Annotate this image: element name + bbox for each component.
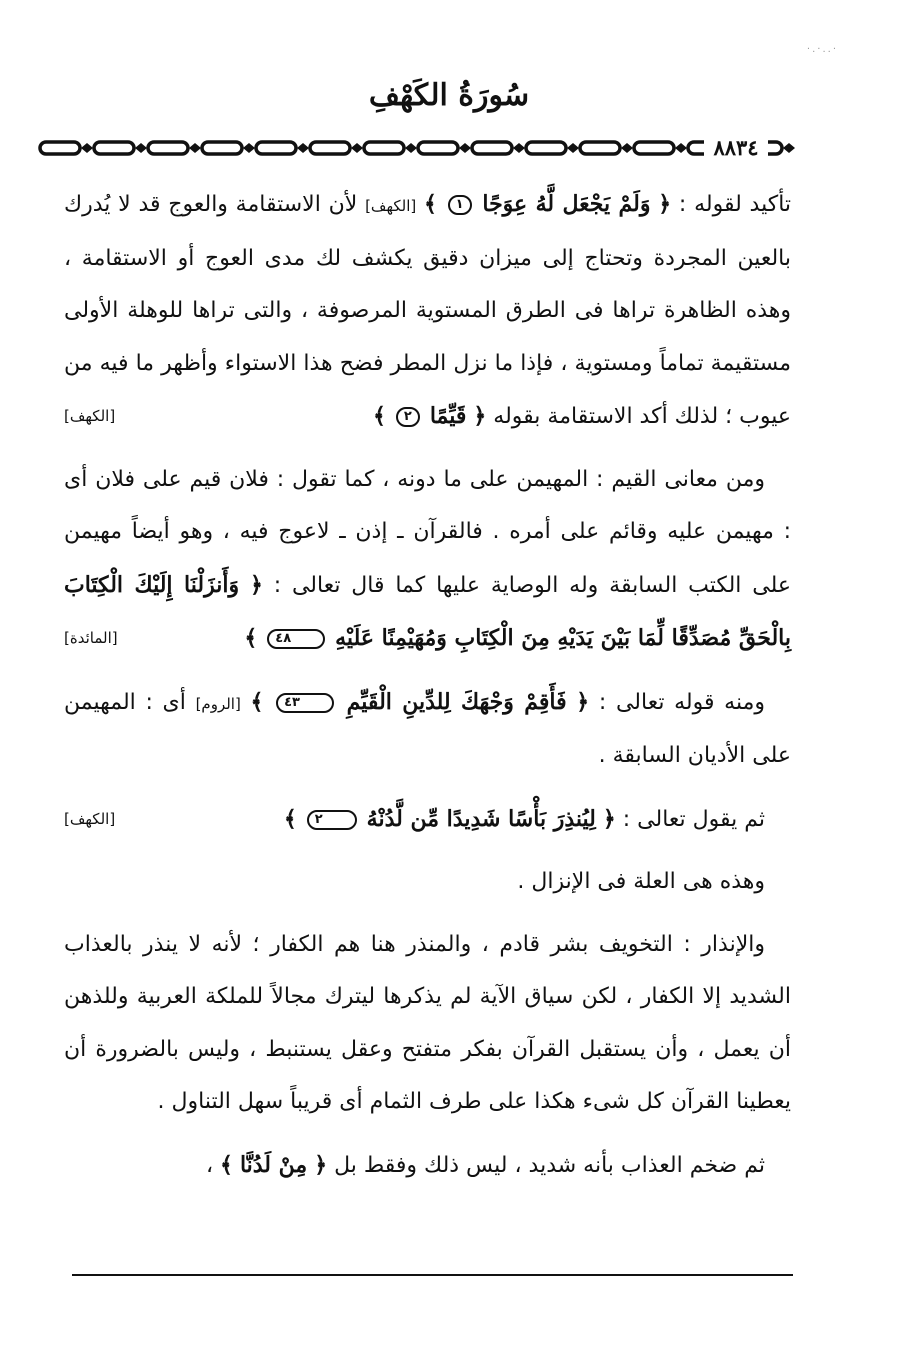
quran-verse: وَأَنزَلْنَا إِلَيْكَ الْكِتَابَ بِالْحَقِّ مُصَدِّقًا لِّمَا بَيْنَ يَدَيْهِ مِنَ الْكِتَابِ وَمُهَيْمِنًا عَلَيْهِ bbox=[64, 571, 791, 651]
sura-reference: [الكهف] bbox=[64, 809, 116, 828]
chain-link bbox=[202, 142, 242, 154]
chain-link bbox=[364, 142, 404, 154]
ayah-number: ٤٣ bbox=[276, 693, 334, 713]
chain-diamond bbox=[621, 143, 633, 153]
body-text bbox=[64, 178, 791, 1202]
paragraph-6: والإنذار : التخويف بشر قادم ، والمنذر هنا هم الكفار ؛ لأنه لا ينذر بالعذاب الشديد إلا الكفار ، لكن سياق الآية لم يذكرها ليترك مجالاً للملكة العربية وللذهن أن يعمل ، وأن يستقبل القرآن بفكر متفتح وعقل يستنبط ، وليس بالضرورة أن يعطينا القرآن كل شىء هكذا على طرف الثمام أى قريباً سهل التناول . bbox=[64, 931, 791, 1114]
chain-link bbox=[40, 142, 80, 154]
scan-speck: ·.·..· bbox=[806, 44, 838, 55]
ayah-number: ٤٨ bbox=[267, 629, 325, 649]
chain-link bbox=[94, 142, 134, 154]
paragraph-1: تأكيد لقوله : ﴿ وَلَمْ يَجْعَل لَّهُ عِوَجًا ١ ﴾ [الكهف] لأن الاستقامة والعوج قد لا يُدرك بالعين المجردة وتحتاج إلى ميزان دقيق يكشف لك مدى العوج أو الاستقامة ، وهذه الظاهرة تراها فى الطرق المستوية المرصوفة ، والتى تراها للوهلة الأولى مستقيمة تماماً ومستوية ، فإذا ما نزل المطر فضح هذا الاستواء وأظهر ما فيه من عيوب ؛ لذلك أكد الاستقامة بقوله ﴿ قَيِّمًا ٢ ﴾ [الكهف] bbox=[64, 178, 791, 444]
page-number: ٨٨٣٤ bbox=[704, 132, 768, 164]
chain-diamond bbox=[297, 143, 309, 153]
chain-diamond bbox=[405, 143, 417, 153]
chain-diamond bbox=[459, 143, 471, 153]
chain-link bbox=[472, 142, 512, 154]
chain-diamond bbox=[513, 143, 525, 153]
paragraph-7: ثم ضخم العذاب بأنه شديد ، ليس ذلك وفقط بل ﴿ مِنْ لَدُنَّا ﴾ ، bbox=[205, 1151, 765, 1178]
quran-verse: لِيُنذِرَ بَأْسًا شَدِيدًا مِّن لَّدُنْهُ bbox=[366, 805, 596, 832]
quran-verse: وَلَمْ يَجْعَل لَّهُ عِوَجًا bbox=[482, 191, 651, 217]
sura-reference: [الروم] bbox=[195, 694, 241, 713]
chain-diamond bbox=[351, 143, 363, 153]
chain-diamond bbox=[783, 143, 795, 153]
chain-diamond bbox=[567, 143, 579, 153]
ayah-number: ٢ bbox=[307, 810, 357, 830]
chain-link bbox=[634, 142, 674, 154]
quran-verse: قَيِّمًا bbox=[429, 403, 467, 429]
chain-diamond bbox=[189, 143, 201, 153]
sura-reference: [الكهف] bbox=[64, 407, 116, 425]
sura-title: سُورَةُ الكَهْفِ bbox=[368, 78, 530, 113]
sura-reference: [المائدة] bbox=[64, 629, 118, 647]
chain-diamond bbox=[135, 143, 147, 153]
footer-rule bbox=[72, 1274, 793, 1276]
chain-link bbox=[526, 142, 566, 154]
paragraph-2: ومن معانى القيم : المهيمن على ما دونه ، كما تقول : فلان قيم على فلان أى : مهيمن عليه وقائم على أمره . فالقرآن ـ إذن ـ لاعوج فيه ، وهو أيضاً مهيمن على الكتب السابقة وله الوصاية عليها كما قال تعالى : ﴿ وَأَنزَلْنَا إِلَيْكَ الْكِتَابَ بِالْحَقِّ مُصَدِّقًا لِّمَا بَيْنَ يَدَيْهِ مِنَ الْكِتَابِ وَمُهَيْمِنًا عَلَيْهِ ٤٨ ﴾ [المائدة] bbox=[64, 454, 791, 666]
paragraph-5: وهذه هى العلة فى الإنزال . bbox=[517, 869, 765, 894]
ayah-number: ١ bbox=[448, 195, 472, 215]
chain-diamond bbox=[243, 143, 255, 153]
paragraph-4: ثم يقول تعالى : ﴿ لِيُنذِرَ بَأْسًا شَدِيدًا مِّن لَّدُنْهُ ٢ ﴾ [الكهف] bbox=[64, 793, 791, 847]
chain-diamond bbox=[81, 143, 93, 153]
chain-link bbox=[148, 142, 188, 154]
chain-link bbox=[256, 142, 296, 154]
ayah-number: ٢ bbox=[396, 407, 420, 427]
chain-diamond bbox=[675, 143, 687, 153]
chain-link bbox=[310, 142, 350, 154]
paragraph-3: ومنه قوله تعالى : ﴿ فَأَقِمْ وَجْهَكَ لِلدِّينِ الْقَيِّمِ ٤٣ ﴾ [الروم] أى : المهيمن على الأديان السابقة . bbox=[64, 688, 791, 768]
chain-link bbox=[580, 142, 620, 154]
quran-verse: مِنْ لَدُنَّا bbox=[239, 1151, 308, 1178]
chain-link bbox=[418, 142, 458, 154]
quran-verse: فَأَقِمْ وَجْهَكَ لِلدِّينِ الْقَيِّمِ bbox=[346, 688, 567, 715]
sura-reference: [الكهف] bbox=[365, 197, 417, 215]
